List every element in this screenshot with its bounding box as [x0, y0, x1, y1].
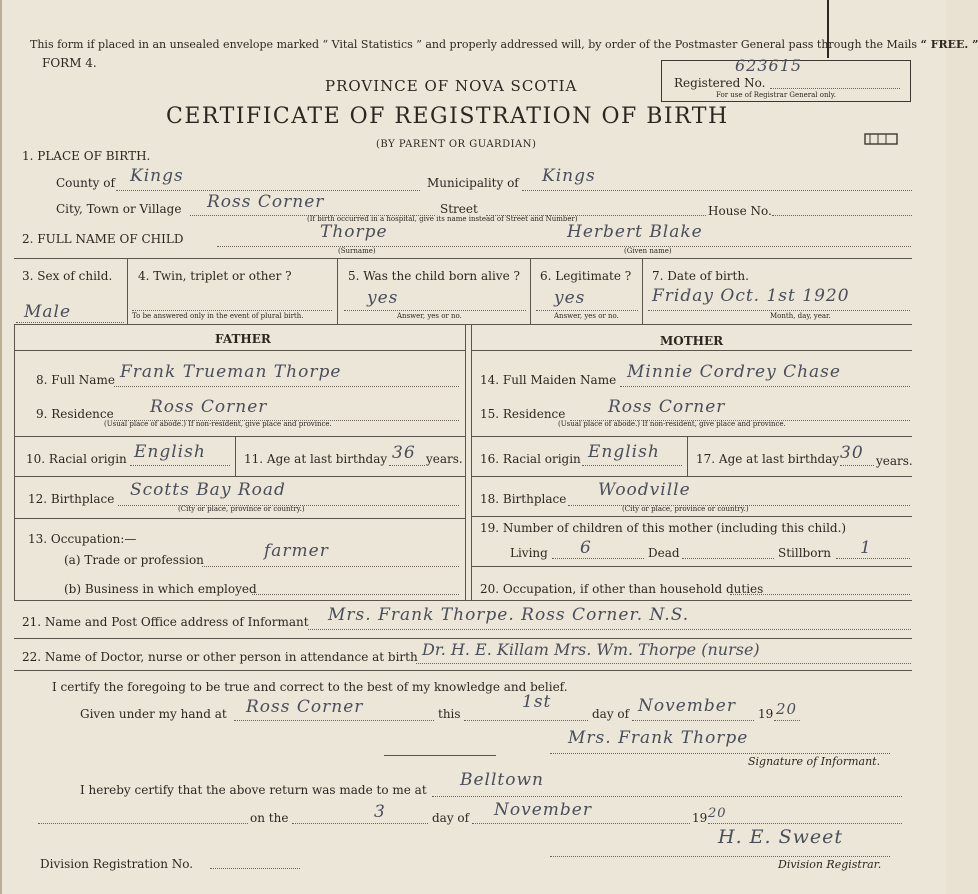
parents-frame-left — [14, 324, 15, 600]
father-name-value: Frank Trueman Thorpe — [120, 362, 342, 382]
return-year-prefix: 19 — [692, 811, 708, 825]
mother-racial-value: English — [588, 442, 660, 462]
alive-note: Answer, yes or no. — [397, 312, 462, 320]
father-birthplace-label: 12. Birthplace — [28, 492, 115, 506]
father-residence-value: Ross Corner — [150, 397, 268, 417]
alive-value: yes — [367, 288, 399, 308]
sex-value: Male — [24, 302, 72, 322]
given-under-label: Given under my hand at — [80, 707, 227, 721]
mother-years-label: years. — [876, 454, 913, 468]
father-racial-line — [130, 465, 230, 466]
informant-line — [308, 629, 911, 630]
mother-name-line — [620, 386, 910, 387]
cert-day-line — [464, 720, 588, 721]
certification-statement: I certify the foregoing to be true and correct to the best of my knowledge and belief. — [52, 680, 568, 694]
postal-notice — [30, 38, 978, 51]
father-birthplace-value: Scotts Bay Road — [130, 480, 286, 500]
col-divider-4 — [642, 258, 643, 324]
return-month-value: November — [494, 800, 592, 820]
hospital-note: (If birth occurred in a hospital, give its name instead of Street and Number) — [307, 215, 578, 223]
father-divider-1 — [14, 436, 465, 437]
legitimate-note: Answer, yes or no. — [554, 312, 619, 320]
father-heading-rule — [14, 350, 465, 351]
mother-age-value: 30 — [840, 443, 864, 463]
legitimate-line — [536, 310, 638, 311]
informant-rule — [14, 638, 912, 639]
mother-racial-divider — [687, 436, 688, 476]
father-residence-note: (Usual place of abode.) If non-resident, give place and province. — [104, 420, 332, 428]
col-divider-3 — [530, 258, 531, 324]
doctor-value: Dr. H. E. Killam Mrs. Wm. Thorpe (nurse) — [422, 640, 760, 659]
municipality-label: Municipality of — [427, 176, 519, 190]
father-occupation-label: 13. Occupation:— — [28, 532, 137, 546]
street-label: Street — [440, 202, 478, 216]
given-place-line — [234, 720, 434, 721]
cert-year-line — [774, 720, 800, 721]
father-name-line — [114, 386, 459, 387]
dob-note: Month, day, year. — [770, 312, 831, 320]
mother-age-line — [840, 465, 874, 466]
return-month-line — [472, 823, 690, 824]
mother-heading: MOTHER — [660, 334, 724, 348]
mother-stillborn-label: Stillborn — [778, 546, 831, 560]
father-age-label: 11. Age at last birthday — [244, 452, 388, 466]
sex-line — [16, 322, 124, 323]
father-heading: FATHER — [215, 332, 271, 346]
return-place-value: Belltown — [460, 770, 544, 790]
father-racial-divider — [235, 436, 236, 476]
legitimate-label: 6. Legitimate ? — [540, 269, 632, 283]
county-line — [116, 190, 420, 191]
informant-signature-line — [550, 753, 890, 754]
mother-children-label: 19. Number of children of this mother (including this child.) — [480, 521, 847, 535]
house-no-label: House No. — [708, 204, 772, 218]
return-day-value: 3 — [374, 802, 386, 822]
place-of-birth-heading: 1. PLACE OF BIRTH. — [22, 149, 151, 163]
county-label: County of — [56, 176, 115, 190]
child-name-label: 2. FULL NAME OF CHILD — [22, 232, 184, 246]
mother-dead-line — [682, 558, 774, 559]
registered-no-label: Registered No. — [674, 76, 766, 90]
mother-racial-label: 16. Racial origin — [480, 452, 581, 466]
mother-racial-line — [582, 465, 682, 466]
father-business-label: (b) Business in which employed — [64, 582, 257, 596]
free-label: “ FREE. ” — [920, 38, 978, 51]
registrar-general-note: For use of Registrar General only. — [716, 91, 836, 99]
child-given-name: Herbert Blake — [567, 222, 703, 242]
parents-frame-mid-outer — [465, 324, 466, 600]
province-title: PROVINCE OF NOVA SCOTIA — [325, 77, 578, 95]
dob-line — [648, 310, 910, 311]
given-place-value: Ross Corner — [246, 697, 364, 717]
father-business-line — [252, 594, 459, 595]
cert-month-line — [632, 720, 754, 721]
registrar-signature: H. E. Sweet — [718, 826, 843, 848]
cert-year-prefix: 19 — [758, 707, 774, 721]
father-name-label: 8. Full Name — [36, 373, 115, 387]
col-divider-2 — [337, 258, 338, 324]
parents-frame-top — [14, 324, 912, 325]
mother-living-value: 6 — [580, 538, 592, 558]
mother-birthplace-note: (City or place, province or country.) — [622, 505, 749, 513]
certificate-title: CERTIFICATE OF REGISTRATION OF BIRTH — [166, 104, 729, 129]
municipality-value: Kings — [542, 166, 596, 186]
given-name-note: (Given name) — [624, 247, 672, 255]
cert-month-value: November — [638, 696, 736, 716]
mother-divider-4 — [471, 566, 912, 567]
this-label: this — [438, 707, 461, 721]
father-trade-value: farmer — [264, 541, 329, 561]
twin-line — [132, 310, 332, 311]
father-racial-value: English — [134, 442, 206, 462]
mother-residence-value: Ross Corner — [608, 397, 726, 417]
registered-no-line — [770, 88, 900, 89]
mother-residence-label: 15. Residence — [480, 407, 566, 421]
return-day-of-label: day of — [432, 811, 470, 825]
registration-number: 623615 — [735, 56, 803, 75]
father-age-line — [389, 465, 425, 466]
division-registration-line — [210, 868, 300, 869]
municipality-line — [522, 190, 912, 191]
father-racial-label: 10. Racial origin — [26, 452, 127, 466]
legitimate-value: yes — [554, 288, 586, 308]
col-divider-1 — [127, 258, 128, 324]
mother-living-line — [552, 558, 644, 559]
division-registration-label: Division Registration No. — [40, 857, 194, 871]
mother-dead-label: Dead — [648, 546, 680, 560]
return-year-suffix: 20 — [708, 806, 727, 821]
cert-year-suffix: 20 — [776, 700, 798, 718]
doctor-rule — [14, 670, 912, 671]
stamp-icon — [864, 132, 898, 146]
alive-label: 5. Was the child born alive ? — [348, 269, 520, 283]
doctor-label: 22. Name of Doctor, nurse or other person in attendance at birth — [22, 650, 418, 664]
city-label: City, Town or Village — [56, 202, 182, 216]
sex-label: 3. Sex of child. — [22, 269, 113, 283]
postal-notice-text: This form if placed in an unsealed envelope marked “ Vital Statistics ” and properly addressed will, by order of the Postmaster General pass through the Mails — [30, 38, 921, 51]
row-divider-top — [14, 258, 912, 259]
mother-occupation-line — [730, 594, 910, 595]
father-trade-label: (a) Trade or profession — [64, 553, 204, 567]
mother-divider-3 — [471, 516, 912, 517]
twin-note: To be answered only in the event of plural birth. — [132, 312, 304, 320]
parents-frame-bottom — [14, 600, 912, 601]
father-residence-label: 9. Residence — [36, 407, 114, 421]
father-divider-2 — [14, 476, 465, 477]
mother-heading-rule — [471, 350, 912, 351]
informant-signature-label: Signature of Informant. — [748, 755, 881, 768]
mother-name-value: Minnie Cordrey Chase — [627, 362, 841, 382]
return-day-line — [292, 823, 428, 824]
father-divider-3 — [14, 518, 465, 519]
mother-living-label: Living — [510, 546, 548, 560]
registrar-signature-line — [550, 856, 890, 857]
registrar-label: Division Registrar. — [778, 858, 882, 871]
mother-birthplace-label: 18. Birthplace — [480, 492, 567, 506]
cert-day-of-label: day of — [592, 707, 630, 721]
return-year-line — [708, 823, 902, 824]
certificate-subtitle: (BY PARENT OR GUARDIAN) — [376, 139, 537, 150]
child-name-line — [217, 246, 911, 247]
mother-divider-1 — [471, 436, 912, 437]
mother-age-label: 17. Age at last birthday — [696, 452, 840, 466]
father-years-label: years. — [426, 452, 463, 466]
ink-stroke — [827, 0, 829, 58]
signature-rule — [384, 755, 496, 756]
mother-residence-note: (Usual place of abode.) If non-resident, give place and province. — [558, 420, 786, 428]
twin-label: 4. Twin, triplet or other ? — [138, 269, 292, 283]
return-place-line — [432, 796, 902, 797]
dob-value: Friday Oct. 1st 1920 — [652, 286, 850, 306]
mother-name-label: 14. Full Maiden Name — [480, 373, 617, 387]
mother-stillborn-line — [836, 558, 910, 559]
informant-signature: Mrs. Frank Thorpe — [568, 728, 749, 748]
return-statement: I hereby certify that the above return was made to me at — [80, 783, 427, 797]
mother-stillborn-value: 1 — [860, 538, 872, 558]
cert-day-value: 1st — [522, 692, 552, 712]
informant-value: Mrs. Frank Thorpe. Ross Corner. N.S. — [328, 605, 690, 625]
house-no-line — [772, 215, 912, 216]
child-surname: Thorpe — [320, 222, 388, 242]
form-number: FORM 4. — [42, 56, 97, 70]
dob-label: 7. Date of birth. — [652, 269, 749, 283]
county-value: Kings — [130, 166, 184, 186]
alive-line — [344, 310, 526, 311]
return-on-label: on the — [250, 811, 289, 825]
city-value: Ross Corner — [207, 192, 325, 212]
return-pre-line — [38, 823, 248, 824]
parents-frame-mid-inner — [471, 324, 472, 600]
surname-note: (Surname) — [338, 247, 376, 255]
father-age-value: 36 — [392, 443, 416, 463]
mother-occupation-label: 20. Occupation, if other than household duties — [480, 582, 764, 596]
mother-divider-2 — [471, 476, 912, 477]
doctor-line — [416, 663, 911, 664]
father-birthplace-note: (City or place, province or country.) — [178, 505, 305, 513]
mother-birthplace-value: Woodville — [598, 480, 691, 500]
informant-label: 21. Name and Post Office address of Informant — [22, 615, 309, 629]
father-trade-line — [202, 566, 459, 567]
